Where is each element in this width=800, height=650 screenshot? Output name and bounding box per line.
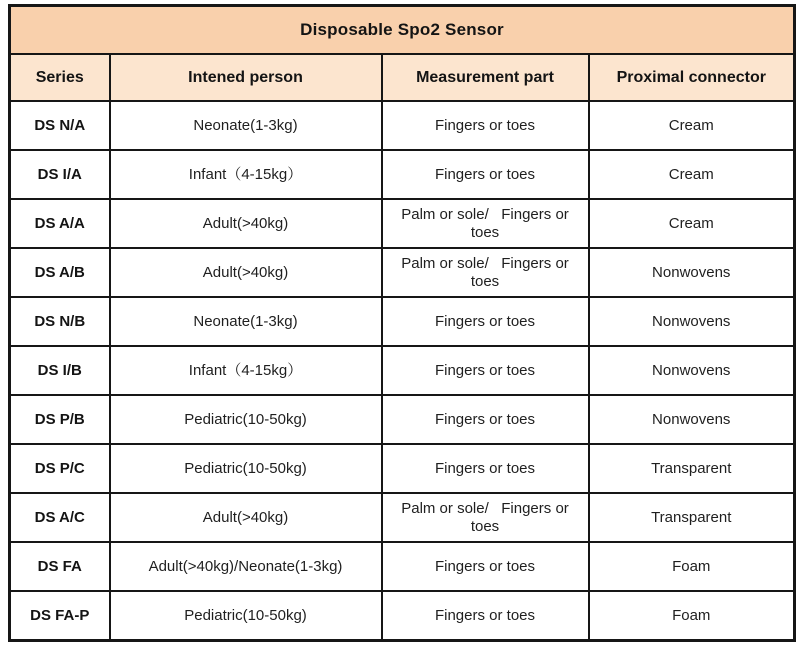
table-row [10,493,795,542]
series-cell: DS I/B [10,346,110,395]
table-row [10,444,795,493]
table-title: Disposable Spo2 Sensor [10,6,795,55]
table-body [10,101,795,641]
intended-person-cell: Adult(>40kg) [110,199,382,248]
proximal-connector-cell: Cream [589,101,795,150]
table-row [10,248,795,297]
measurement-part-cell: Fingers or toes [382,346,589,395]
intended-person-cell: Pediatric(10-50kg) [110,444,382,493]
measurement-part-cell: Palm or sole/ Fingers or toes [382,199,589,248]
table-row [10,346,795,395]
series-cell: DS P/B [10,395,110,444]
column-header-series: Series [10,54,110,101]
proximal-connector-cell: Cream [589,150,795,199]
series-cell: DS N/A [10,101,110,150]
series-cell: DS P/C [10,444,110,493]
proximal-connector-cell: Cream [589,199,795,248]
measurement-part-cell: Fingers or toes [382,101,589,150]
table-row [10,542,795,591]
intended-person-cell: Adult(>40kg) [110,493,382,542]
proximal-connector-cell: Foam [589,542,795,591]
proximal-connector-cell: Nonwovens [589,395,795,444]
measurement-part-cell: Fingers or toes [382,395,589,444]
table-row [10,591,795,641]
measurement-part-cell: Fingers or toes [382,542,589,591]
table-row [10,297,795,346]
measurement-part-cell: Fingers or toes [382,591,589,641]
table-title-row [10,6,795,55]
intended-person-cell: Neonate(1-3kg) [110,101,382,150]
measurement-part-cell: Fingers or toes [382,297,589,346]
proximal-connector-cell: Transparent [589,444,795,493]
table-row [10,199,795,248]
intended-person-cell: Adult(>40kg) [110,248,382,297]
series-cell: DS FA-P [10,591,110,641]
column-header-intended-person: Intened person [110,54,382,101]
series-cell: DS I/A [10,150,110,199]
proximal-connector-cell: Nonwovens [589,297,795,346]
intended-person-cell: Infant（4-15kg） [110,346,382,395]
intended-person-cell: Neonate(1-3kg) [110,297,382,346]
column-header-measurement-part: Measurement part [382,54,589,101]
proximal-connector-cell: Nonwovens [589,248,795,297]
series-cell: DS A/C [10,493,110,542]
intended-person-cell: Infant（4-15kg） [110,150,382,199]
table-row [10,395,795,444]
intended-person-cell: Adult(>40kg)/Neonate(1-3kg) [110,542,382,591]
measurement-part-cell: Fingers or toes [382,150,589,199]
spo2-sensor-table [8,4,796,642]
intended-person-cell: Pediatric(10-50kg) [110,591,382,641]
series-cell: DS A/B [10,248,110,297]
table-header-row [10,54,795,101]
proximal-connector-cell: Foam [589,591,795,641]
series-cell: DS FA [10,542,110,591]
measurement-part-cell: Palm or sole/ Fingers or toes [382,248,589,297]
table-row [10,101,795,150]
series-cell: DS N/B [10,297,110,346]
column-header-proximal-connector: Proximal connector [589,54,795,101]
series-cell: DS A/A [10,199,110,248]
measurement-part-cell: Palm or sole/ Fingers or toes [382,493,589,542]
table-row [10,150,795,199]
measurement-part-cell: Fingers or toes [382,444,589,493]
proximal-connector-cell: Nonwovens [589,346,795,395]
intended-person-cell: Pediatric(10-50kg) [110,395,382,444]
proximal-connector-cell: Transparent [589,493,795,542]
